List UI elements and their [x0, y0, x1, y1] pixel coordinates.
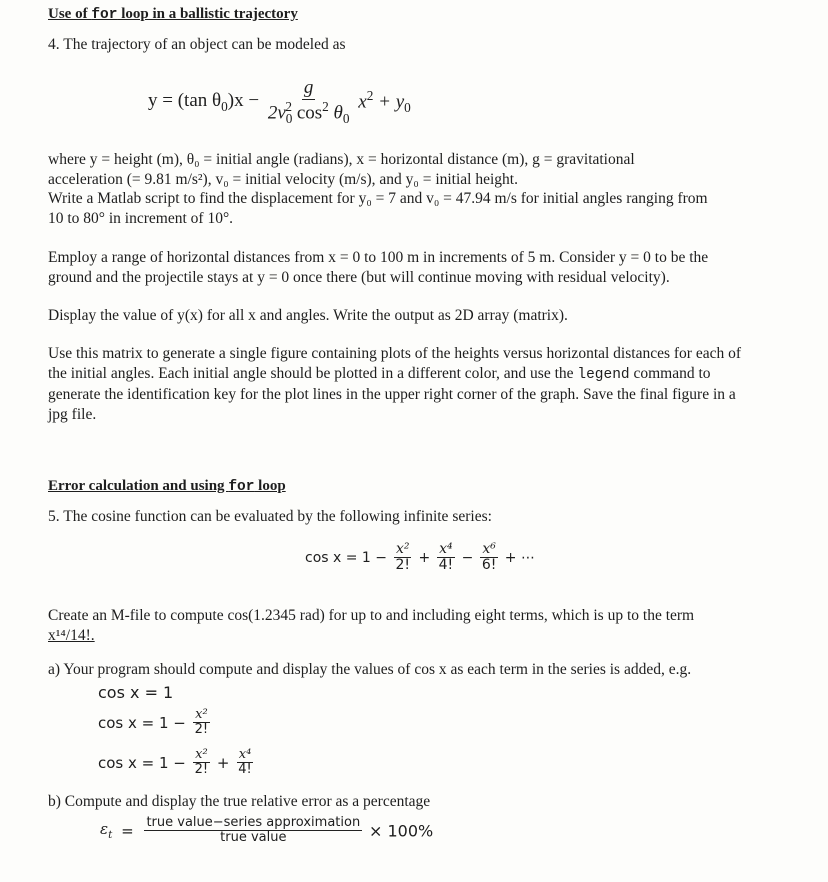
part-b-text: b) Compute and display the true relative error as a percentage — [48, 793, 431, 810]
legend-code: legend — [577, 366, 630, 383]
problem-4-range: Employ a range of horizontal distances from x = 0 to 100 m in increments of 5 m. Consider y = 0 to be the ground and the projectile stays at y = 0 once there (but will continue moving with residual velocity). — [48, 249, 709, 286]
example-cos-3: cos x = 1 − $\frac{\text{x²}}{2!}$ + $\frac{\text{x⁴}}{4!}$ — [98, 747, 252, 778]
example-cos-2: cos x = 1 − $\frac{\text{x²}}{2!}$ — [98, 707, 209, 738]
problem-4-definitions: where y = height (m), θ₀ = initial angle (radians), x = horizontal distance (m), g = gravitational acceleration (= 9.81 m/s²), v₀ = initial velocity (m/s), and y₀ = initial height. Write a Matlab script to find the displacement for y₀ = 7 and v₀ = 47.94 m/s for initial angles ranging from 10 to 80° in increment of 10°. — [48, 151, 708, 227]
problem-5-task: Create an M-file to compute cos(1.2345 rad) for up to and including eight terms, which is up to the term x¹⁴/14!. — [48, 607, 695, 644]
cosine-series-equation: cos x = 1 − $\frac{\text{x²}}{2!}$ + $\frac{\text{x⁴}}{4!}$ − $\frac{\text{x⁶}}{6!}$ + ⋯ — [305, 541, 535, 574]
trajectory-fraction: $\frac{g}{2v_0^2 \cos^2 \theta_0}$ — [267, 77, 350, 127]
problem-4-display: Display the value of y(x) for all x and angles. Write the output as 2D array (matrix). — [48, 307, 568, 324]
section-heading-error: Error calculation and using for loop — [48, 478, 286, 495]
relative-error-equation: $\varepsilon_t$ = $\frac{\text{true value−series approximation}}{\text{true value}}$ × 100% — [100, 815, 434, 846]
problem-5-intro: 5. The cosine function can be evaluated by the following infinite series: — [48, 508, 492, 525]
trajectory-equation: y = (tan $\theta_0)x$ − $\frac{g}{2v_0^2 \cos^2 \theta_0}$ $x^2 + y_0$ — [148, 77, 411, 127]
problem-4-plot-instructions: Use this matrix to generate a single figure containing plots of the heights versus horizontal distances for each of the initial angles. Each initial angle should be plotted in a different color, and use the legend command to generate the identification key for the plot lines in the upper right corner of the graph. Save the final figure in a jpg file. — [48, 345, 741, 423]
section-heading-ballistic: Use of for loop in a ballistic trajectory — [48, 6, 298, 23]
example-cos-1: cos x = 1 — [98, 683, 174, 702]
part-a-text: a) Your program should compute and display the values of cos x as each term in the series is added, e.g. — [48, 661, 692, 678]
problem-4-intro: 4. The trajectory of an object can be modeled as — [48, 36, 346, 53]
